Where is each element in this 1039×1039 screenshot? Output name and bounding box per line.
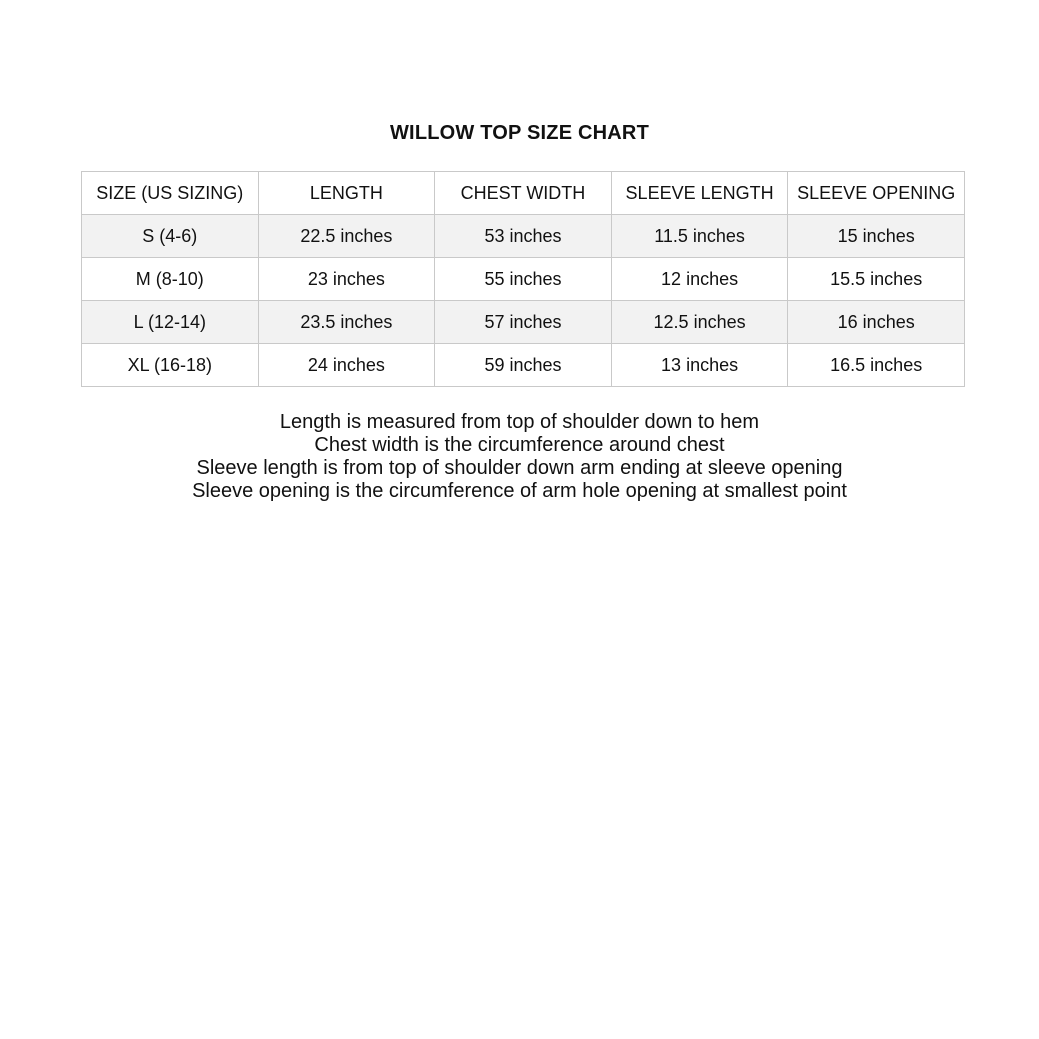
note-chest-width: Chest width is the circumference around chest: [314, 434, 725, 456]
cell-size: L (12-14): [82, 301, 259, 344]
note-length: Length is measured from top of shoulder down to hem: [279, 411, 760, 433]
table-row: [82, 258, 965, 301]
note-sleeve-opening: Sleeve opening is the circumference of arm hole opening at smallest point: [192, 480, 847, 502]
cell-length: 22.5 inches: [258, 215, 435, 258]
cell-chest-width: 53 inches: [435, 215, 612, 258]
table-row: [82, 215, 965, 258]
cell-size: M (8-10): [82, 258, 259, 301]
table-row: [82, 301, 965, 344]
table-header-row: [82, 172, 965, 215]
note-sleeve-length: Sleeve length is from top of shoulder down arm ending at sleeve opening: [196, 457, 843, 479]
size-chart-title: WILLOW TOP SIZE CHART: [389, 122, 649, 144]
header-length: LENGTH: [258, 172, 435, 215]
cell-sleeve-opening: 16.5 inches: [788, 344, 965, 387]
header-sleeve-length: SLEEVE LENGTH: [611, 172, 788, 215]
cell-length: 24 inches: [258, 344, 435, 387]
cell-sleeve-opening: 15.5 inches: [788, 258, 965, 301]
cell-chest-width: 59 inches: [435, 344, 612, 387]
size-chart-table: [81, 171, 965, 387]
header-sleeve-opening: SLEEVE OPENING: [788, 172, 965, 215]
header-size: SIZE (US SIZING): [82, 172, 259, 215]
cell-length: 23 inches: [258, 258, 435, 301]
table-row: [82, 344, 965, 387]
measurement-notes: [0, 411, 1039, 503]
cell-size: S (4-6): [82, 215, 259, 258]
cell-sleeve-opening: 16 inches: [788, 301, 965, 344]
cell-sleeve-length: 12.5 inches: [611, 301, 788, 344]
cell-sleeve-length: 13 inches: [611, 344, 788, 387]
cell-length: 23.5 inches: [258, 301, 435, 344]
cell-sleeve-opening: 15 inches: [788, 215, 965, 258]
cell-sleeve-length: 12 inches: [611, 258, 788, 301]
cell-chest-width: 55 inches: [435, 258, 612, 301]
header-chest-width: CHEST WIDTH: [435, 172, 612, 215]
cell-size: XL (16-18): [82, 344, 259, 387]
cell-sleeve-length: 11.5 inches: [611, 215, 788, 258]
cell-chest-width: 57 inches: [435, 301, 612, 344]
